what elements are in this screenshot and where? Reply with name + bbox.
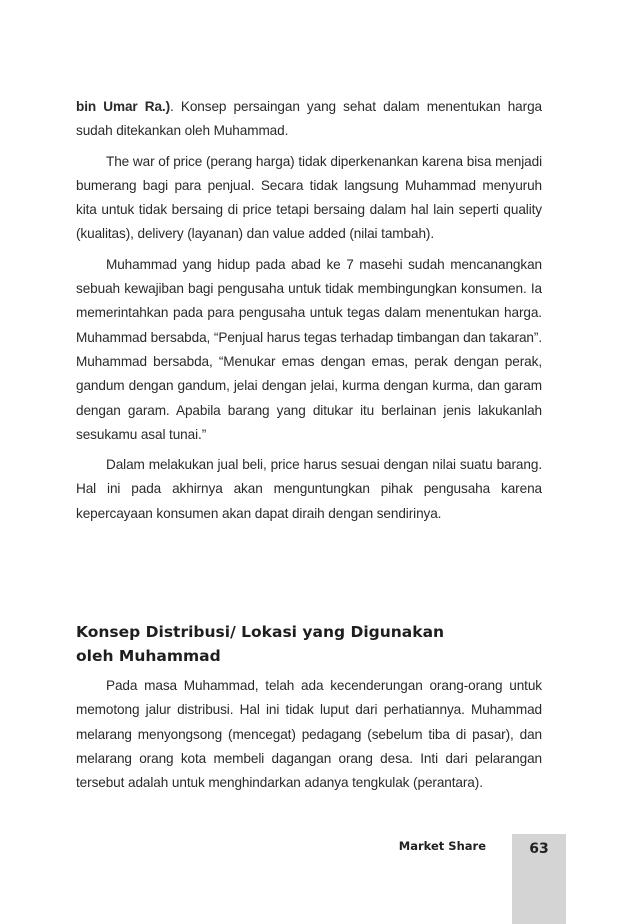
paragraph-1	[76, 95, 542, 144]
paragraph-4: Dalam melakukan jual beli, price harus sesuai dengan nilai suatu barang. Hal ini pada akhirnya akan menguntungkan pihak pengusaha karena kepercayaan konsumen akan dapat diraih dengan sendirinya.	[76, 457, 542, 521]
section-heading	[76, 620, 546, 668]
section-heading-line-1: Konsep Distribusi/ Lokasi yang Digunakan	[76, 623, 445, 641]
page-number: 63	[529, 841, 549, 857]
paragraph-5: Pada masa Muhammad, telah ada kecenderungan orang-orang untuk memotong jalur distribusi. Hal ini tidak luput dari perhatiannya. Muhammad melarang menyongsong (mencegat) pedagang (sebelum tiba di pasar), dan melarang orang kota membeli dagangan orang desa. Inti dari pelarangan tersebut adalah untuk menghindarkan adanya tengkulak (perantara).	[76, 678, 542, 791]
paragraph-2: The war of price (perang harga) tidak diperkenankan karena bisa menjadi bumerang bagi para penjual. Secara tidak langsung Muhammad menyuruh kita untuk tidak bersaing di price tetapi bersaing dalam hal lain seperti quality (kualitas), delivery (layanan) dan value added (nilai tambah).	[76, 153, 542, 242]
citation-name: bin Umar Ra.)	[76, 99, 171, 114]
page-number-tab	[512, 834, 566, 924]
section-heading-line-2: oleh Muhammad	[76, 647, 221, 665]
body-text-lower	[76, 674, 542, 795]
body-text-upper	[76, 95, 542, 526]
running-title: Market Share	[398, 839, 486, 853]
paragraph-3: Muhammad yang hidup pada abad ke 7 masehi sudah mencanangkan sebuah kewajiban bagi pengusaha untuk tidak membingungkan konsumen. Ia memerintahkan pada para pengusaha untuk tegas dalam menentukan harga. Muhammad bersabda, “Penjual harus tegas terhadap timbangan dan takaran”. Muhammad bersabda, “Menukar emas dengan emas, perak dengan perak, gandum dengan gandum, jelai dengan jelai, kurma dengan kurma, dan garam dengan garam. Apabila barang yang ditukar itu berlainan jenis lakukanlah sesukamu asal tunai.”	[76, 256, 542, 442]
paragraph-1-text: . Konsep persaingan yang sehat dalam menentukan harga sudah ditekankan oleh Muhammad.	[76, 99, 542, 139]
